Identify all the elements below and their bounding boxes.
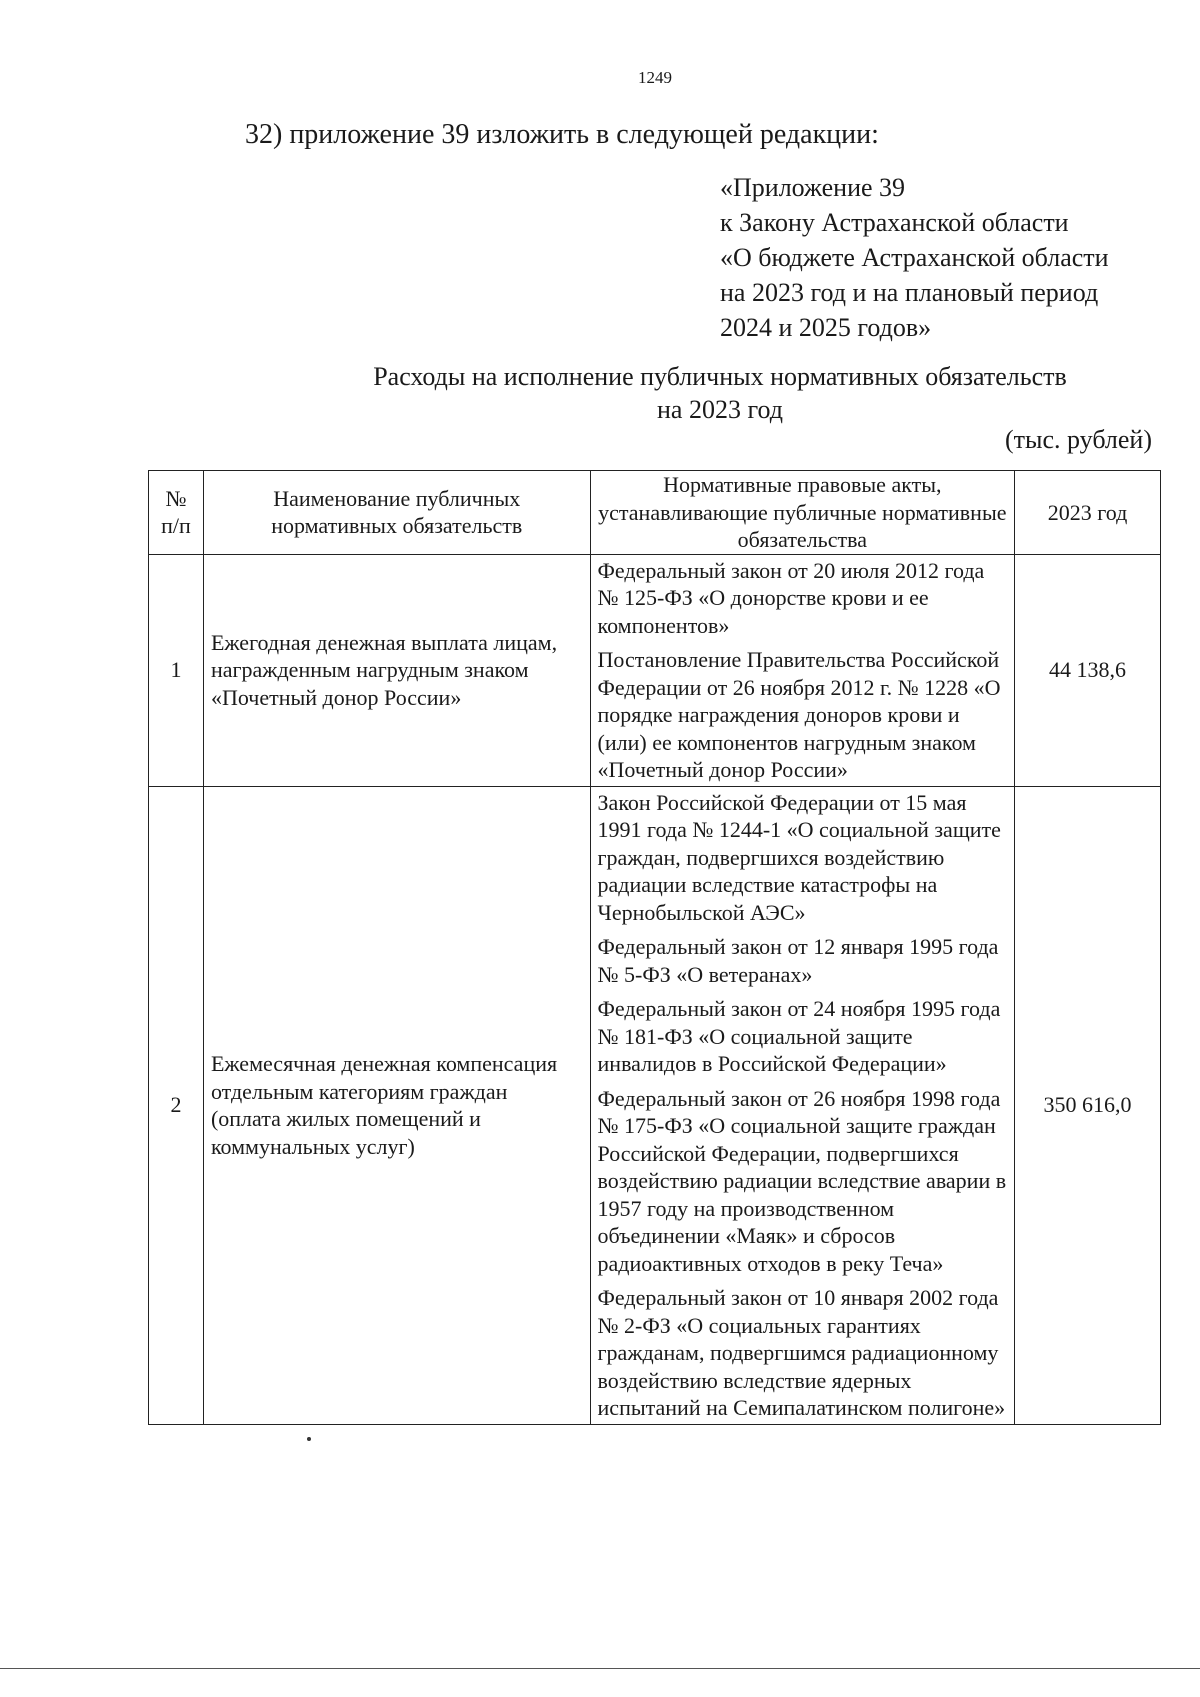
amendment-intro: 32) приложение 39 изложить в следующей редакции: [245, 119, 879, 150]
header-acts: Нормативные правовые акты, устанавливающие публичные нормативные обязательства [590, 471, 1015, 555]
header-num: № п/п [149, 471, 204, 555]
legal-acts-cell [590, 554, 1015, 786]
legal-act: Закон Российской Федерации от 15 мая 1991 года № 1244-1 «О социальной защите граждан, подвергшихся воздействию радиации вследствие катастрофы на Чернобыльской АЭС» [597, 789, 1001, 925]
document-title-line: на 2023 год [657, 395, 783, 424]
row-number: 1 [149, 554, 204, 786]
legal-act: Федеральный закон от 10 января 2002 года № 2-ФЗ «О социальных гарантиях гражданам, подвергшимся радиационному воздействию вследствие ядерных испытаний на Семипалатинском полигоне» [597, 1285, 1006, 1420]
row-number: 2 [149, 786, 204, 1424]
document-title [150, 360, 1200, 426]
appendix-header-line: к Закону Астраханской области [720, 208, 1069, 237]
table-row [149, 786, 1161, 1424]
obligation-name: Ежегодная денежная выплата лицам, награжденным нагрудным знаком «Почетный донор России» [203, 554, 590, 786]
header-amount: 2023 год [1015, 471, 1161, 555]
amount-2023: 350 616,0 [1015, 786, 1161, 1424]
legal-acts-cell [590, 786, 1015, 1424]
legal-act: Постановление Правительства Российской Федерации от 26 ноября 2012 г. № 1228 «О порядке награждения доноров крови и (или) ее компонентов нагрудным знаком «Почетный донор России» [597, 647, 1001, 782]
table-header-row [149, 471, 1161, 555]
table-row [149, 554, 1161, 786]
header-name: Наименование публичных нормативных обязательств [203, 471, 590, 555]
legal-act: Федеральный закон от 20 июля 2012 года № 125-ФЗ «О донорстве крови и ее компонентов» [597, 557, 985, 638]
page-number: 1249 [638, 68, 672, 87]
appendix-header-line: 2024 и 2025 годов» [720, 313, 932, 342]
scan-speck [307, 1437, 311, 1441]
legal-act: Федеральный закон от 12 января 1995 года № 5-ФЗ «О ветеранах» [597, 934, 999, 987]
obligation-name: Ежемесячная денежная компенсация отдельным категориям граждан (оплата жилых помещений и коммунальных услуг) [203, 786, 590, 1424]
obligations-table [148, 470, 1161, 1425]
appendix-header-line: «Приложение 39 [720, 173, 906, 202]
page-bottom-rule [0, 1668, 1200, 1669]
units-label: (тыс. рублей) [1004, 425, 1152, 454]
appendix-header-line: «О бюджете Астраханской области [720, 243, 1109, 272]
appendix-header [720, 170, 1109, 345]
amount-2023: 44 138,6 [1015, 554, 1161, 786]
document-title-line: Расходы на исполнение публичных нормативных обязательств [373, 362, 1067, 391]
legal-act: Федеральный закон от 26 ноября 1998 года № 175-ФЗ «О социальной защите граждан Российской Федерации, подвергшихся воздействию радиации вследствие аварии в 1957 году на производственном объединении «Маяк» и сбросов радиоактивных отходов в реку Теча» [597, 1085, 1007, 1276]
appendix-header-line: на 2023 год и на плановый период [720, 278, 1099, 307]
legal-act: Федеральный закон от 24 ноября 1995 года № 181-ФЗ «О социальной защите инвалидов в Российской Федерации» [597, 996, 1001, 1076]
